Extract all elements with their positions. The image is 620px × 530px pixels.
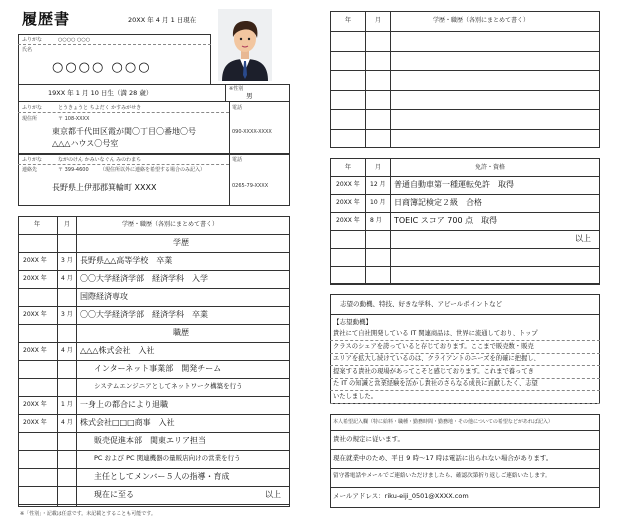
history-row-month: 4 月	[61, 347, 73, 354]
history-row-text: 学歴	[173, 238, 189, 247]
address-label: 現住所	[22, 116, 38, 122]
motivation-rule	[330, 353, 600, 354]
row-divider	[18, 396, 290, 397]
history-row-text: システムエンジニアとしてネットワーク構築を行う	[94, 382, 243, 390]
row-divider	[18, 378, 290, 379]
license-col-content: 免許・資格	[475, 164, 506, 171]
photo	[218, 9, 272, 81]
license-row-year: 20XX 年	[336, 181, 360, 188]
row-divider	[330, 449, 600, 450]
license-col-month: 月	[375, 164, 382, 171]
row-divider	[18, 306, 290, 307]
row-divider	[330, 430, 600, 431]
address-line1: 東京都千代田区霞が関〇丁目〇番地〇号	[52, 127, 196, 136]
row-divider	[18, 414, 290, 415]
history-row-month: 3 月	[61, 311, 73, 318]
address-furigana-label: ふりがな	[22, 105, 43, 111]
license-col-year: 年	[345, 164, 352, 171]
history-row-text: 現在に至る	[94, 490, 134, 499]
row-divider	[330, 109, 600, 110]
row-divider	[330, 468, 600, 469]
row-divider	[18, 324, 290, 325]
address-line2: △△△ハウス〇号室	[52, 139, 119, 148]
history-row-year: 20XX 年	[23, 257, 47, 264]
motivation-subheading: 【志望動機】	[333, 318, 372, 326]
row-divider	[330, 129, 600, 130]
date-note: 20XX 年 4 月 1 日現在	[128, 16, 197, 24]
row-divider	[330, 51, 600, 52]
person-photo-icon	[218, 9, 272, 81]
license-row-year: 20XX 年	[336, 199, 360, 206]
history-col-content: 学歴・職歴（各別にまとめて書く）	[122, 221, 219, 228]
motivation-line: 貴社にて自社開発している IT 関連商品は、世界に流通しており、トップ	[333, 330, 538, 337]
history-row-year: 20XX 年	[23, 347, 47, 354]
motivation-rule	[330, 403, 600, 404]
contact-address: 長野県上伊那郡箕輪町 XXXX	[52, 183, 157, 192]
license-row-year: 20XX 年	[336, 217, 360, 224]
history-row-text: インターネット事業部 開発チーム	[94, 364, 222, 373]
name-value: ○○○○ ○○○	[52, 60, 152, 75]
history-row-text: 株式会社□□□商事 入社	[80, 418, 175, 427]
contact-furigana-label: ふりがな	[22, 157, 43, 163]
row-divider	[18, 468, 290, 469]
history-row-text: 主任としてメンバー５人の指導・育成	[94, 472, 230, 481]
requests-line: メールアドレス：riku-eiji_0501@XXXX.com	[333, 492, 469, 500]
row-divider	[330, 284, 600, 285]
contact-phone-label: 電話	[232, 157, 243, 163]
contact-zip: 〒 399-4600	[58, 167, 89, 173]
motivation-heading: 志望の動機、特技、好きな学科、アピールポイントなど	[340, 300, 503, 308]
row-divider	[18, 342, 290, 343]
requests-line: 現在就業中のため、平日 9 時〜17 時は電話に出られない場合があります。	[333, 454, 553, 462]
license-row-text: TOEIC スコア 700 点 取得	[394, 216, 498, 225]
row-divider	[330, 487, 600, 488]
row-divider	[18, 432, 290, 433]
history-row-text: PC および PC 関連機器の量販店向けの営業を行う	[94, 454, 241, 462]
row-divider	[330, 31, 600, 32]
history-row-text: 〇〇大学経済学部 経済学科 入学	[80, 274, 208, 283]
history-row-year: 20XX 年	[23, 419, 47, 426]
row-divider	[330, 176, 600, 177]
license-row-text: 普通自動車第一種運転免許 取得	[394, 180, 514, 189]
license-row-month: 8 月	[370, 217, 382, 224]
requests-line: 貴社の規定に従います。	[333, 435, 404, 443]
right-history-col-month: 月	[375, 17, 382, 24]
footnote: ※「性別」・記載は任意です。未記載とすることも可能です。	[20, 511, 156, 517]
motivation-rule	[330, 378, 600, 379]
row-divider	[330, 70, 600, 71]
history-row-year: 20XX 年	[23, 401, 47, 408]
motivation-rule	[330, 390, 600, 391]
motivation-line: 提案する貴社の現場があってこそと感じております。これまで養ってき	[333, 367, 534, 375]
row-divider	[330, 230, 600, 231]
history-row-month: 4 月	[61, 275, 73, 282]
license-row-month: 12 月	[370, 181, 386, 188]
license-row-month: 10 月	[370, 199, 386, 206]
history-end-label: 以上	[265, 490, 281, 499]
row-divider	[330, 248, 600, 249]
requests-heading: 本人希望記入欄（特に給料・職種・勤務時間・勤務地・その他についての希望などがあれば記入）	[333, 419, 553, 425]
phone-value: 090-XXXX-XXXX	[232, 129, 272, 135]
gender-label: ※性別	[229, 86, 244, 92]
motivation-line: た IT の知識と営業経験を活かし貴社のさらなる成長に貢献したく、志望	[333, 380, 538, 388]
motivation-rule	[330, 365, 600, 366]
page-title: 履歴書	[22, 10, 71, 28]
history-row-text: 職歴	[173, 328, 189, 337]
history-col-year: 年	[34, 221, 41, 228]
motivation-line: クラスのシェアを誇っていると存じております。ここまで販売数・販売	[333, 342, 534, 350]
row-divider	[18, 504, 290, 505]
history-row-text: 〇〇大学経済学部 経済学科 卒業	[80, 310, 208, 319]
row-divider	[330, 90, 600, 91]
contact-label: 連絡先	[22, 167, 38, 173]
history-row-text: 販売促進本部 関東エリア担当	[94, 436, 206, 445]
row-divider	[18, 450, 290, 451]
contact-furigana: ながのけん かみいなぐん みのわまち	[58, 157, 142, 163]
row-divider	[330, 212, 600, 213]
motivation-rule	[330, 340, 600, 341]
row-divider	[18, 486, 290, 487]
history-row-text: 長野県△△高等学校 卒業	[80, 256, 173, 265]
license-end-label: 以上	[575, 234, 591, 243]
furigana-value: ○○○○ ○○○	[58, 37, 91, 43]
furigana-label: ふりがな	[22, 37, 43, 43]
row-divider	[18, 270, 290, 271]
requests-line: 留守番電話やメールでご連絡いただけましたら、確認次第折り返しご連絡いたします。	[333, 473, 551, 479]
history-row-month: 1 月	[61, 401, 73, 408]
history-row-year: 20XX 年	[23, 275, 47, 282]
history-row-month: 3 月	[61, 257, 73, 264]
row-divider	[18, 252, 290, 253]
motivation-line: エリアを拡大し続けているのは、クライアントのニーズを的確に把握し、	[333, 355, 540, 363]
motivation-line: いたしました。	[333, 393, 378, 400]
contact-note: （現住所以外に連絡を希望する場合のみ記入）	[100, 167, 206, 173]
history-row-text: 一身上の都合により退職	[80, 400, 168, 409]
gender-value: 男	[246, 92, 253, 100]
history-col-month: 月	[64, 221, 71, 228]
birth-text: 19XX 年 1 月 10 日生（満 28 歳）	[48, 89, 153, 97]
history-row-text: △△△株式会社 入社	[80, 346, 155, 355]
contact-phone-value: 0265-79-XXXX	[232, 183, 269, 189]
license-row-text: 日商簿記検定２級 合格	[394, 198, 482, 207]
row-divider	[330, 266, 600, 267]
phone-label: 電話	[232, 105, 243, 111]
name-box	[18, 34, 211, 84]
row-divider	[330, 194, 600, 195]
name-label: 氏名	[22, 47, 33, 53]
history-row-text: 国際経済専攻	[80, 292, 128, 301]
row-divider	[18, 234, 290, 235]
history-row-year: 20XX 年	[23, 311, 47, 318]
row-divider	[18, 288, 290, 289]
row-divider	[18, 360, 290, 361]
address-furigana: とうきょうと ちよだく かすみがせき	[58, 105, 142, 111]
right-history-col-content: 学歴・職歴（各別にまとめて書く）	[433, 17, 530, 24]
address-zip: 〒 108-XXXX	[58, 116, 90, 122]
right-history-col-year: 年	[345, 17, 352, 24]
history-row-month: 4 月	[61, 419, 73, 426]
